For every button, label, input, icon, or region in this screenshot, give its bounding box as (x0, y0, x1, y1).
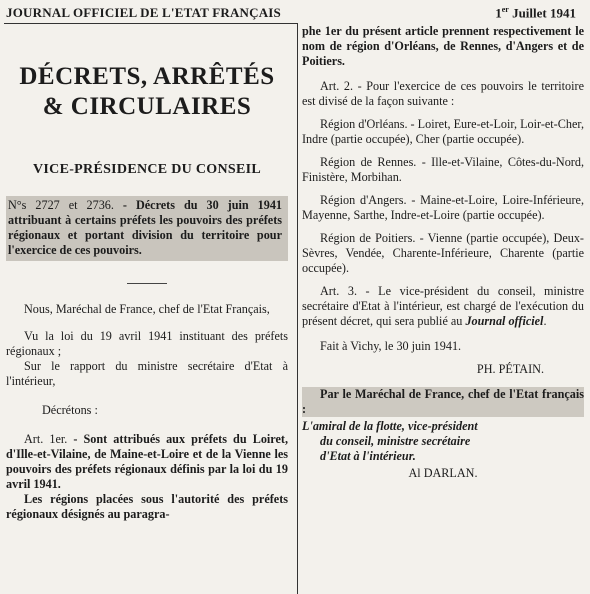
region-poitiers: Région de Poitiers. - Vienne (partie occupée), Deux-Sèvres, Vendée, Charente-Inférieure, Charente (partie occupée). (302, 231, 584, 275)
article-3-end: . (543, 314, 547, 328)
par-le-marechal: Par le Maréchal de France, chef de l'Etat français : (302, 387, 584, 416)
column-divider (297, 23, 298, 594)
department-heading: VICE-PRÉSIDENCE DU CONSEIL (33, 162, 261, 177)
signature-darlan: Al DARLAN. (408, 466, 478, 480)
journal-officiel-ref: Journal officiel (465, 314, 544, 328)
decree-title: - Décrets du 30 juin 1941 attribuant à certains préfets les pouvoirs des préfets régionaux et portant division du territoire pour l'exercice de ces pouvoirs. (8, 198, 283, 257)
amiral-line-3: d'Etat à l'intérieur. (320, 449, 416, 463)
issue-date-sup: er (501, 5, 509, 14)
article-1 (6, 432, 288, 492)
article-1-end: phe 1er du présent article prennent respectivement le nom de région d'Orléans, de Rennes, d'Angers et de Poitiers. (302, 24, 584, 68)
article-2: Art. 2. - Pour l'exercice de ces pouvoirs le territoire est divisé de la façon suivante : (302, 79, 584, 108)
amiral-line-2: du conseil, ministre secrétaire (320, 434, 471, 448)
sur-clause: Sur le rapport du ministre secrétaire d'Etat à l'intérieur, (6, 359, 288, 388)
section-title (6, 62, 288, 122)
fait-a-vichy: Fait à Vichy, le 30 juin 1941. (320, 339, 462, 353)
article-3-text: Art. 3. - Le vice-président du conseil, ministre secrétaire d'Etat à l'intérieur, est chargé de l'exécution du présent décret, qui sera publié au (302, 284, 584, 328)
preamble: Nous, Maréchal de France, chef de l'Etat Français, (24, 302, 270, 316)
decree-heading (6, 196, 288, 261)
issue-date (495, 5, 576, 21)
vu-clause: Vu la loi du 19 avril 1941 instituant des préfets régionaux ; (6, 329, 288, 358)
article-3 (302, 284, 584, 329)
separator-rule (127, 283, 167, 284)
signature-petain: PH. PÉTAIN. (476, 362, 544, 376)
region-orleans: Région d'Orléans. - Loiret, Eure-et-Loir, Loir-et-Cher, Indre (partie occupée), Cher (partie occupée). (302, 117, 584, 146)
section-title-line1: DÉCRETS, ARRÊTÉS (19, 63, 275, 90)
decree-number: N°s 2727 et 2736. (8, 198, 114, 212)
journal-title: JOURNAL OFFICIEL DE L'ETAT FRANÇAIS (6, 5, 281, 20)
amiral-line-1: L'amiral de la flotte, vice-président (302, 419, 478, 433)
region-rennes: Région de Rennes. - Ille-et-Vilaine, Côtes-du-Nord, Finistère, Morbihan. (302, 155, 584, 184)
section-title-line2: & CIRCULAIRES (42, 93, 252, 120)
region-angers: Région d'Angers. - Maine-et-Loire, Loire-Inférieure, Mayenne, Sarthe, Indre-et-Loire (partie occupée). (302, 193, 584, 222)
issue-date-rest: Juillet 1941 (508, 5, 576, 21)
article-1-label: Art. 1er. (24, 432, 68, 446)
decretons: Décrétons : (42, 403, 98, 417)
issue-date-day: 1 (495, 5, 502, 21)
article-1-continued: Les régions placées sous l'autorité des préfets régionaux désignés au paragra- (6, 492, 288, 521)
left-column (6, 24, 288, 522)
article-1-text: - Sont attribués aux préfets du Loiret, d'Ille-et-Vilaine, de Maine-et-Loire et de la Vienne les pouvoirs des préfets régionaux définis par la loi du 19 avril 1941. (6, 432, 289, 491)
right-column (302, 24, 584, 481)
